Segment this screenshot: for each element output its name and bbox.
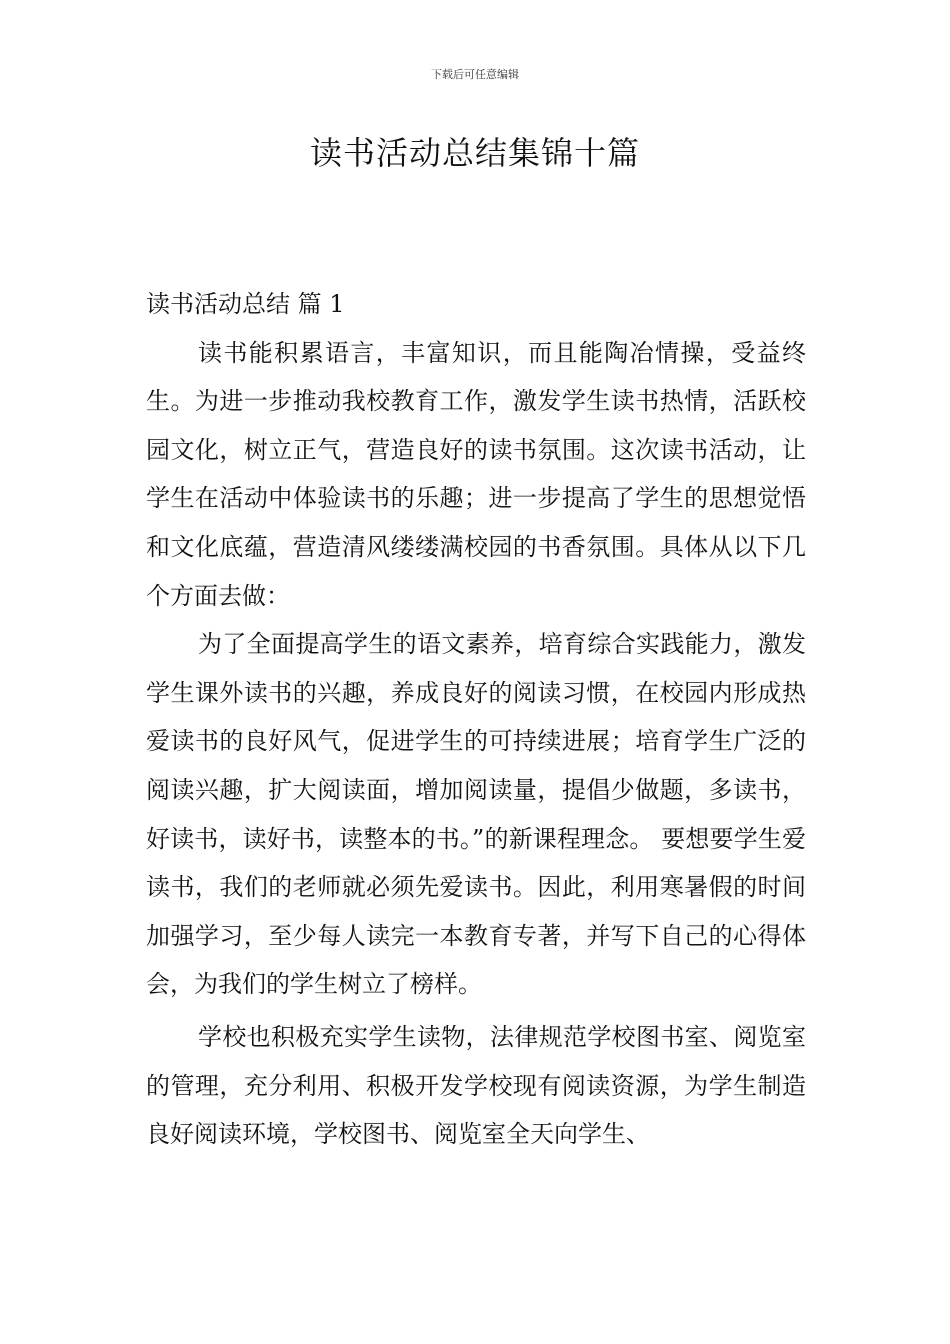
document-title: 读书活动总结集锦十篇 [309,134,640,172]
header-note: 下载后可任意编辑 [431,68,519,81]
paragraph-2: 为了全面提高学生的语文素养，培育综合实践能力，激发学生课外读书的兴趣，养成良好的阅读习惯，在校园内形成热爱读书的良好风气，促进学生的可持续进展；培育学生广泛的阅读兴趣，扩大阅读面，增加阅读量，提倡少做题，多读书，好读书，读好书，读整本的书。”的新课程理念。 要想要学生爱读书，我们的老师就必须先爱读书。因此，利用寒暑假的时间加强学习，至少每人读完一本教育专著，并写下自己的心得体会，为我们的学生树立了榜样。 [146,630,806,999]
section-heading: 读书活动总结 篇 1 [146,290,345,318]
paragraph-1: 读书能积累语言，丰富知识，而且能陶冶情操，受益终生。为进一步推动我校教育工作，激发学生读书热情，活跃校园文化，树立正气，营造良好的读书氛围。这次读书活动，让学生在活动中体验读书的乐趣；进一步提高了学生的思想觉悟和文化底蕴，营造清风缕缕满校园的书香氛围。具体从以下几个方面去做： [146,338,806,610]
paragraph-3: 学校也积极充实学生读物，法律规范学校图书室、阅览室的管理，充分利用、积极开发学校现有阅读资源，为学生制造良好阅读环境，学校图书、阅览室全天向学生、 [146,1022,806,1149]
document-body [146,280,806,1159]
